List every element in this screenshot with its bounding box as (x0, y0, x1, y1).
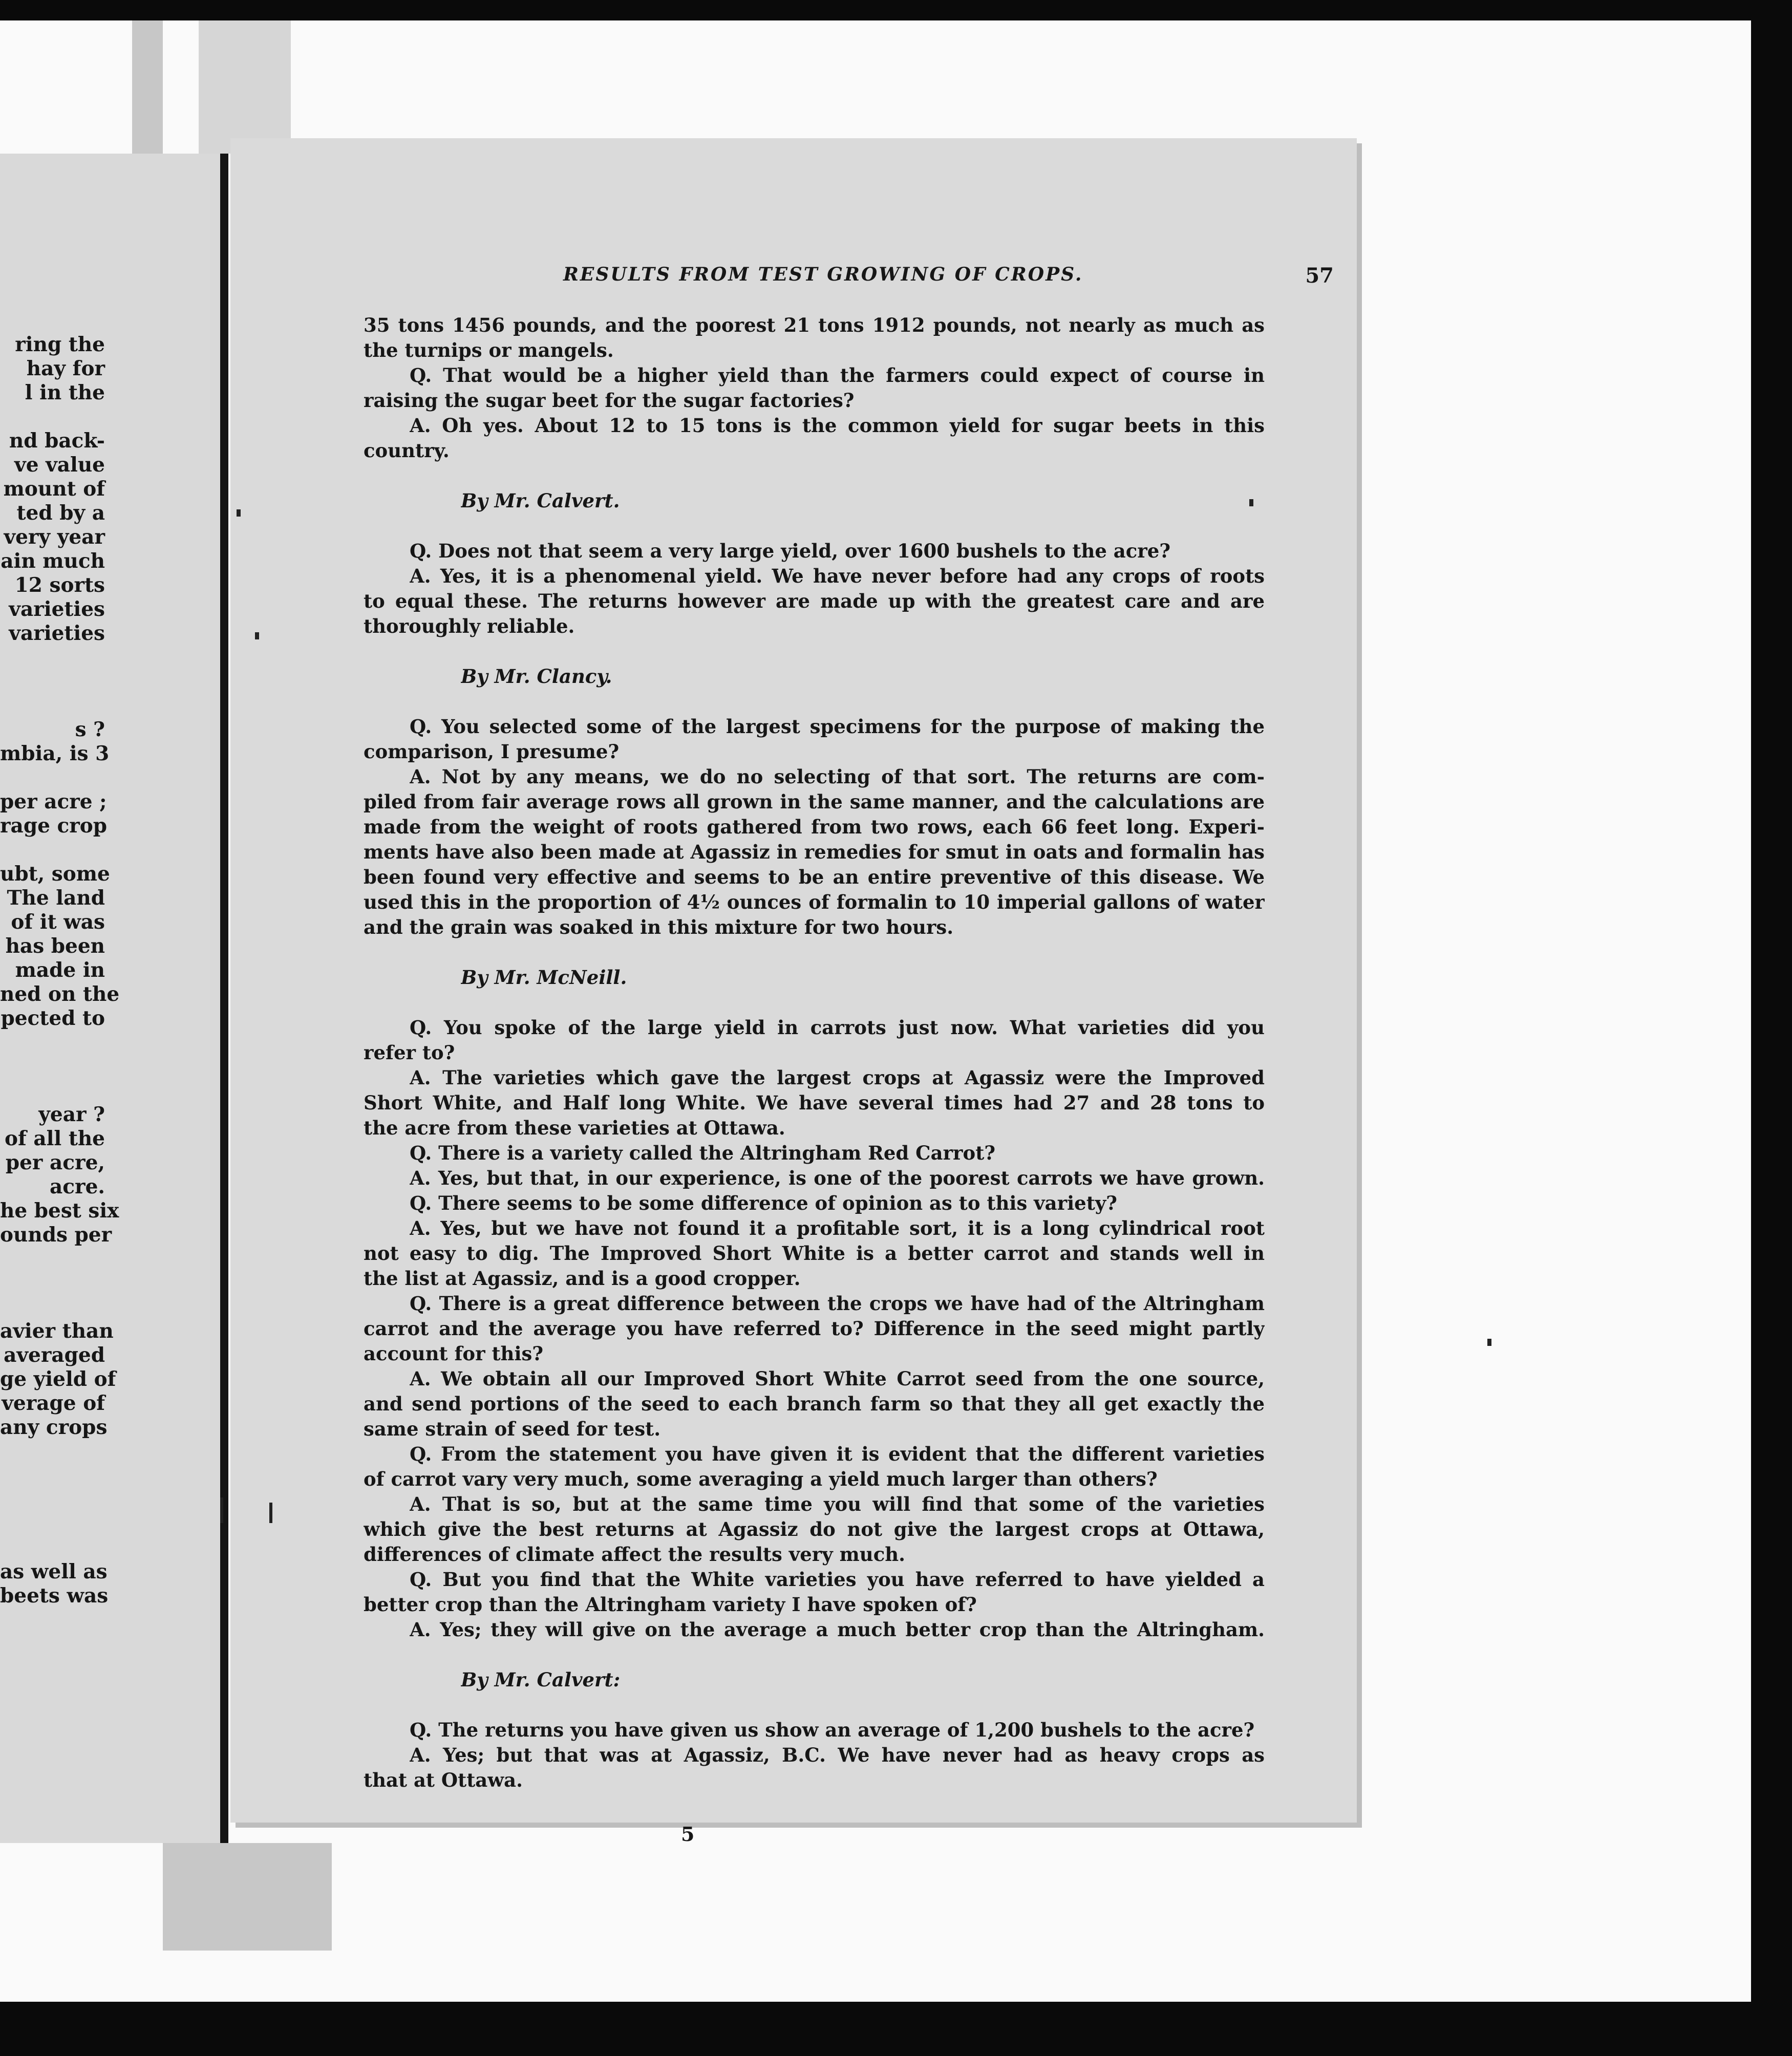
text-line: same strain of seed for test. (364, 1418, 661, 1440)
text-line: Q. That would be a higher yield than the farmers could expect of course in (410, 364, 1265, 387)
left-page-line: of it was (11, 910, 105, 934)
text-line: refer to? (364, 1041, 455, 1064)
text-line: A. That is so, but at the same time you will find that some of the varieties (410, 1493, 1265, 1515)
text-line: Q. You spoke of the large yield in carrots just now. What varieties did you (410, 1016, 1265, 1039)
margin-mark (255, 632, 259, 639)
margin-mark (1487, 1339, 1491, 1346)
text-line: to equal these. The returns however are made up with the greatest care and are (364, 590, 1265, 612)
text-line: and send portions of the seed to each branch farm so that they all get exactly the (364, 1393, 1265, 1415)
left-page-line: beets was (0, 1584, 109, 1608)
left-page-line: he best six (0, 1199, 119, 1223)
text-line: A. Yes; they will give on the average a much better crop than the Altringham. (410, 1618, 1265, 1641)
left-page-line: ned on the (0, 982, 120, 1006)
text-line: A. Yes, but we have not found it a profitable sort, it is a long cylindrical root (410, 1217, 1265, 1239)
speaker-heading: By Mr. Calvert: (461, 1668, 621, 1691)
left-page-line: s ? (75, 718, 105, 741)
left-page-line: very year (4, 525, 105, 549)
binding-strip (163, 1843, 332, 1951)
text-line: Q. There is a variety called the Altringham Red Carrot? (410, 1142, 996, 1164)
text-line: made from the weight of roots gathered from two rows, each 66 feet long. Experi- (364, 816, 1265, 838)
text-line: Short White, and Half long White. We have several times had 27 and 28 tons to (364, 1091, 1265, 1114)
margin-mark (269, 1503, 272, 1523)
text-line: 35 tons 1456 pounds, and the poorest 21 tons 1912 pounds, not nearly as much as (364, 314, 1265, 336)
left-page-line: verage of (2, 1391, 105, 1415)
left-page-line: as well as (0, 1560, 108, 1583)
left-page-line: rage crop (0, 814, 108, 838)
text-line: A. Yes; but that was at Agassiz, B.C. We have never had as heavy crops as (410, 1744, 1265, 1766)
margin-mark (237, 509, 241, 517)
margin-mark (220, 1497, 223, 1523)
text-line: which give the best returns at Agassiz do not give the largest crops at Ottawa, (364, 1518, 1265, 1540)
left-page-line: year ? (38, 1103, 105, 1126)
left-page-line: ring the (15, 333, 105, 356)
left-page-line: mbia, is 3 (0, 742, 110, 765)
text-line: the acre from these varieties at Ottawa. (364, 1117, 785, 1139)
speaker-heading: By Mr. Clancy. (461, 665, 612, 688)
speaker-heading: By Mr. Calvert. (461, 489, 620, 512)
text-line: Q. Does not that seem a very large yield, over 1600 bushels to the acre? (410, 540, 1171, 562)
text-line: Q. The returns you have given us show an average of 1,200 bushels to the acre? (410, 1719, 1255, 1741)
text-line: Q. There is a great difference between the crops we have had of the Altringham (410, 1292, 1265, 1315)
left-page-line: hay for (26, 357, 105, 380)
page-number: 57 (1305, 264, 1334, 288)
text-line: that at Ottawa. (364, 1769, 523, 1791)
text-line: used this in the proportion of 4½ ounces of formalin to 10 imperial gallons of water (364, 891, 1265, 913)
text-line: Q. You selected some of the largest specimens for the purpose of making the (410, 715, 1265, 738)
folio-mark: 5 (681, 1823, 695, 1846)
text-line: A. Not by any means, we do no selecting of that sort. The returns are com- (410, 765, 1265, 788)
left-page-line: acre. (50, 1175, 105, 1198)
text-line: carrot and the average you have referred to? Difference in the seed might partly (364, 1317, 1265, 1340)
text-line: raising the sugar beet for the sugar factories? (364, 389, 855, 412)
left-page-line: 12 sorts (14, 573, 105, 597)
text-line: of carrot vary very much, some averaging a yield much larger than others? (364, 1468, 1158, 1490)
text-line: Q. There seems to be some difference of opinion as to this variety? (410, 1192, 1117, 1214)
text-line: A. Oh yes. About 12 to 15 tons is the common yield for sugar beets in this (410, 414, 1265, 437)
left-page-line: per acre, (5, 1151, 105, 1174)
binding-strip (199, 20, 291, 154)
running-head: RESULTS FROM TEST GROWING OF CROPS. (563, 264, 1083, 285)
text-line: A. We obtain all our Improved Short White Carrot seed from the one source, (410, 1367, 1265, 1390)
left-page-line: ve value (14, 453, 105, 477)
left-page-line: ain much (1, 549, 105, 573)
left-page-line: ounds per (0, 1223, 112, 1247)
text-line: the list at Agassiz, and is a good cropper. (364, 1267, 801, 1290)
left-page-line: of all the (4, 1127, 105, 1150)
left-page-line: made in (15, 958, 105, 982)
margin-mark (1249, 499, 1253, 506)
text-line: and the grain was soaked in this mixture for two hours. (364, 916, 954, 938)
text-line: Q. From the statement you have given it is evident that the different varieties (410, 1443, 1265, 1465)
text-line: A. Yes, but that, in our experience, is one of the poorest carrots we have grown. (410, 1167, 1265, 1189)
left-page-line: The land (7, 886, 105, 910)
text-line: not easy to dig. The Improved Short White is a better carrot and stands well in (364, 1242, 1265, 1265)
text-line: differences of climate affect the results very much. (364, 1543, 906, 1566)
text-line: the turnips or mangels. (364, 339, 614, 361)
text-line: country. (364, 439, 450, 462)
left-page-line: ubt, some (0, 862, 110, 886)
left-page-line: ge yield of (0, 1367, 116, 1391)
text-line: been found very effective and seems to be an entire preventive of this disease. We (364, 866, 1265, 888)
left-page-line: nd back- (9, 429, 105, 453)
text-line: ments have also been made at Agassiz in remedies for smut in oats and formalin has (364, 841, 1265, 863)
left-page-line: ted by a (16, 501, 105, 525)
left-page-line: avier than (0, 1319, 114, 1343)
left-page-line: averaged (4, 1343, 105, 1367)
page (230, 138, 1357, 1846)
left-page-line: per acre ; (0, 790, 107, 813)
speaker-heading: By Mr. McNeill. (461, 966, 627, 989)
left-page-line: has been (5, 934, 105, 958)
left-page-line: varieties (9, 622, 105, 645)
text-line: A. The varieties which gave the largest crops at Agassiz were the Improved (410, 1066, 1265, 1089)
left-page-line: any crops (0, 1416, 108, 1439)
binding-strip (132, 20, 163, 154)
left-page-line: pected to (1, 1006, 105, 1030)
page-gutter (220, 154, 228, 1843)
left-page-line: mount of (3, 477, 105, 501)
text-line: account for this? (364, 1342, 544, 1365)
text-line: A. Yes, it is a phenomenal yield. We have never before had any crops of roots (410, 565, 1265, 587)
text-line: better crop than the Altringham variety I have spoken of? (364, 1593, 977, 1616)
text-line: thoroughly reliable. (364, 615, 575, 637)
left-page-line: l in the (25, 381, 105, 404)
text-line: comparison, I presume? (364, 740, 620, 763)
text-line: piled from fair average rows all grown in the same manner, and the calculations are (364, 790, 1265, 813)
text-line: Q. But you find that the White varieties you have referred to have yielded a (410, 1568, 1265, 1591)
left-page-line: varieties (9, 597, 105, 621)
